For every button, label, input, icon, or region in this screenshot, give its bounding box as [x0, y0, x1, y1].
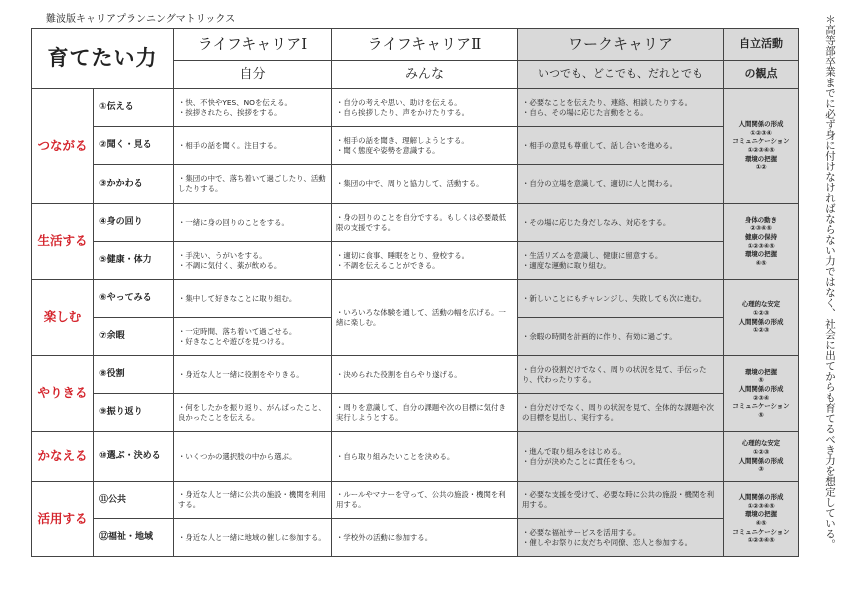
- cell-life1: ・一定時間、落ち着いて過ごせる。 ・好きなことや遊びを見つける。: [174, 318, 332, 356]
- cell-life1: ・身近な人と一緒に役割をやりきる。: [174, 356, 332, 394]
- col3-subtitle: いつでも、どこでも、だれとでも: [518, 61, 724, 89]
- jiritsu-tanoshimu: 心理的な安定 ①②③ 人間関係の形成 ①②③: [724, 280, 799, 356]
- row-label: ④身の回り: [94, 204, 174, 242]
- cell-life1: ・いくつかの選択肢の中から選ぶ。: [174, 432, 332, 482]
- category-kanaeru: かなえる: [32, 432, 94, 482]
- cell-work: ・余暇の時間を計画的に作り、有効に過ごす。: [518, 318, 724, 356]
- cell-life2: ・周りを意識して、自分の課題や次の目標に気付き実行しようとする。: [332, 394, 518, 432]
- career-matrix-table: [31, 28, 799, 557]
- cell-work: ・その場に応じた身だしなみ、対応をする。: [518, 204, 724, 242]
- jiritsu-yarikiru: 環境の把握 ⑤ 人間関係の形成 ②③④ コミュニケーション ⑤: [724, 356, 799, 432]
- cell-work: ・自分の役割だけでなく、周りの状況を見て、手伝ったり、代わったりする。: [518, 356, 724, 394]
- row-label: ⑧役割: [94, 356, 174, 394]
- col1-subtitle: 自分: [174, 61, 332, 89]
- cell-work: ・自分の立場を意識して、適切に人と関わる。: [518, 165, 724, 204]
- cell-life1: ・何をしたかを振り返り、がんばったこと、良かったことを伝える。: [174, 394, 332, 432]
- jiritsu-kanaeru: 心理的な安定 ①②③ 人間関係の形成 ③: [724, 432, 799, 482]
- category-yarikiru: やりきる: [32, 356, 94, 432]
- category-tanoshimu: 楽しむ: [32, 280, 94, 356]
- row-label: ⑪公共: [94, 482, 174, 519]
- cell-life1: ・快、不快やYES、NOを伝える。 ・挨拶されたら、挨拶をする。: [174, 89, 332, 127]
- cell-life1: ・一緒に身の回りのことをする。: [174, 204, 332, 242]
- cell-work: ・必要な支援を受けて、必要な時に公共の施設・機関を利用する。: [518, 482, 724, 519]
- row-label: ⑦余暇: [94, 318, 174, 356]
- cell-work: ・新しいことにもチャレンジし、失敗しても次に進む。: [518, 280, 724, 318]
- row-label: ⑨振り返り: [94, 394, 174, 432]
- category-seikatsu: 生活する: [32, 204, 94, 280]
- row-label: ⑤健康・体力: [94, 242, 174, 280]
- cell-life1: ・身近な人と一緒に地域の催しに参加する。: [174, 519, 332, 557]
- jiritsu-katsuyou: 人間関係の形成 ①②③④⑤ 環境の把握 ④⑤ コミュニケーション ①②③④⑤: [724, 482, 799, 557]
- main-header: 育てたい力: [32, 29, 174, 89]
- cell-life1: ・集団の中で、落ち着いて過ごしたり、活動したりする。: [174, 165, 332, 204]
- col2-subtitle: みんな: [332, 61, 518, 89]
- cell-work: ・必要な福祉サービスを活用する。 ・催しやお祭りに友だちや同僚、恋人と参加する。: [518, 519, 724, 557]
- col3-title: ワークキャリア: [518, 29, 724, 61]
- cell-work: ・進んで取り組みをはじめる。 ・自分が決めたことに責任をもつ。: [518, 432, 724, 482]
- cell-life2: ・相手の話を聞き、理解しようとする。 ・聞く態度や姿勢を意識する。: [332, 127, 518, 165]
- cell-work: ・自分だけでなく、周りの状況を見て、全体的な課題や次の目標を見出し、実行する。: [518, 394, 724, 432]
- category-tsunagaru: つながる: [32, 89, 94, 204]
- cell-life2: ・適切に食事、睡眠をとり、登校する。 ・不調を伝えることができる。: [332, 242, 518, 280]
- cell-life2: ・ルールやマナーを守って、公共の施設・機関を利用する。: [332, 482, 518, 519]
- cell-work: ・必要なことを伝えたり、連絡、相談したりする。 ・自ら、その場に応じた言動をとる。: [518, 89, 724, 127]
- jiritsu-seikatsu: 身体の動き ②③④⑤ 健康の保持 ①②③④⑤ 環境の把握 ④⑤: [724, 204, 799, 280]
- cell-life1: ・身近な人と一緒に公共の施設・機関を利用する。: [174, 482, 332, 519]
- document-title: 難波版キャリアプランニングマトリックス: [46, 14, 236, 25]
- row-label: ①伝える: [94, 89, 174, 127]
- col4-title: 自立活動: [724, 29, 799, 61]
- col2-title: ライフキャリアⅡ: [332, 29, 518, 61]
- cell-work: ・生活リズムを意識し、健康に留意する。 ・適度な運動に取り組む。: [518, 242, 724, 280]
- row-label: ③かかわる: [94, 165, 174, 204]
- cell-life1: ・相手の話を聞く。注目する。: [174, 127, 332, 165]
- cell-life2: ・自分の考えや思い、助けを伝える。 ・自ら挨拶したり、声をかけたりする。: [332, 89, 518, 127]
- cell-life1: ・手洗い、うがいをする。 ・不調に気付く、薬が飲める。: [174, 242, 332, 280]
- cell-life2: ・学校外の活動に参加する。: [332, 519, 518, 557]
- category-katsuyou: 活用する: [32, 482, 94, 557]
- cell-life1: ・集中して好きなことに取り組む。: [174, 280, 332, 318]
- side-note: ＊高等部卒業までに必ず身に付けなければならない力ではなく、社会に出てからも育てるべき力を想定している。: [824, 14, 836, 550]
- cell-life2: ・集団の中で、周りと協力して、活動する。: [332, 165, 518, 204]
- jiritsu-tsunagaru: 人間関係の形成 ①②③④ コミュニケーション ①②③④⑤ 環境の把握 ①②: [724, 89, 799, 204]
- row-label: ⑫福祉・地域: [94, 519, 174, 557]
- cell-life2-merged: ・いろいろな体験を通して、活動の幅を広げる。一緒に楽しむ。: [332, 280, 518, 356]
- row-label: ⑥やってみる: [94, 280, 174, 318]
- row-label: ⑩選ぶ・決める: [94, 432, 174, 482]
- col1-title: ライフキャリアⅠ: [174, 29, 332, 61]
- cell-life2: ・決められた役割を自らやり遂げる。: [332, 356, 518, 394]
- cell-life2: ・自ら取り組みたいことを決める。: [332, 432, 518, 482]
- cell-work: ・相手の意見も尊重して、話し合いを進める。: [518, 127, 724, 165]
- cell-life2: ・身の回りのことを自分でする。もしくは必要最低限の支援でする。: [332, 204, 518, 242]
- row-label: ②聞く・見る: [94, 127, 174, 165]
- col4-subtitle: の観点: [724, 61, 799, 89]
